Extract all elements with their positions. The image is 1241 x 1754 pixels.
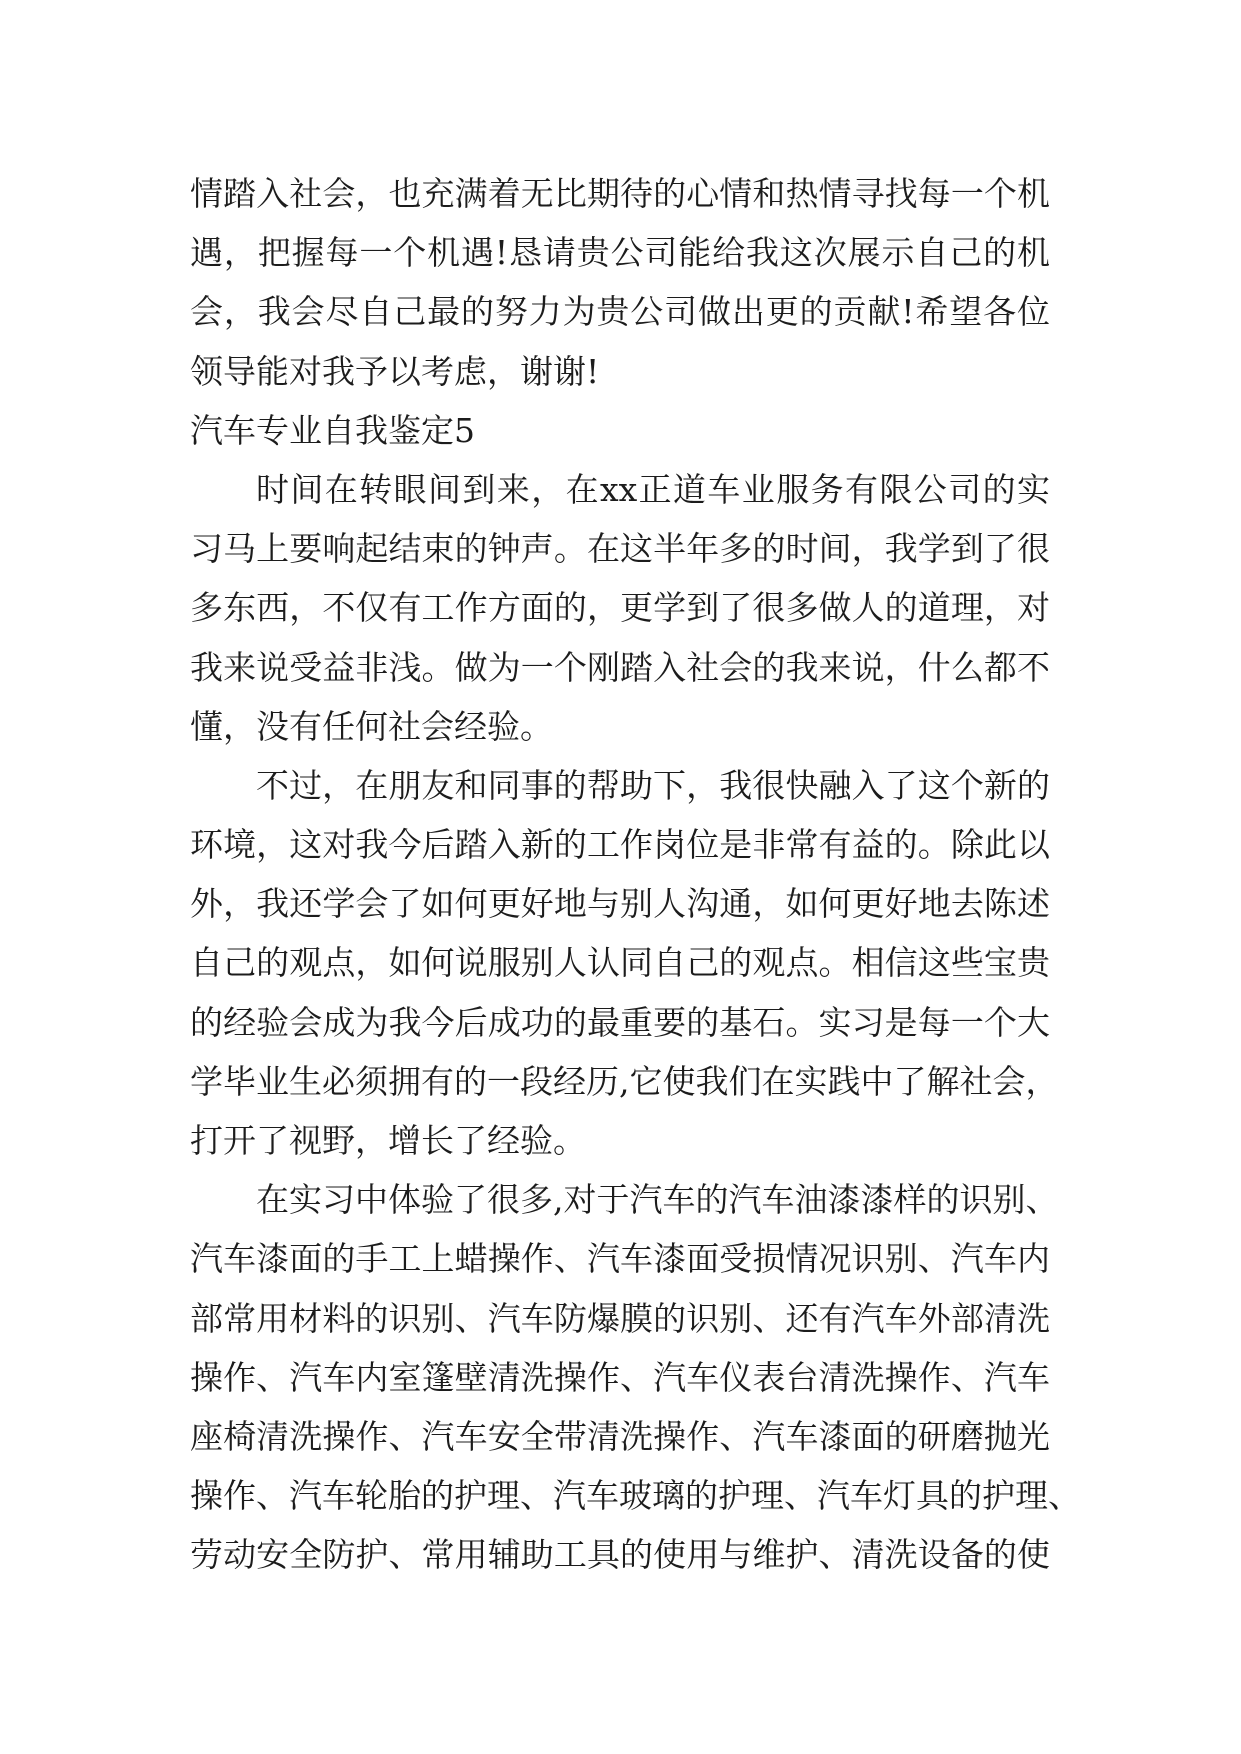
text-line: 遇，把握每一个机遇!恳请贵公司能给我这次展示自己的机 bbox=[190, 233, 1050, 273]
text-line: 领导能对我予以考虑，谢谢! bbox=[190, 351, 600, 391]
paragraph-first-line: 时间在转眼间到来，在xx正道车业服务有限公司的实 bbox=[256, 469, 1050, 509]
text-line: 环境，这对我今后踏入新的工作岗位是非常有益的。除此以 bbox=[190, 825, 1050, 865]
text-line: 劳动安全防护、常用辅助工具的使用与维护、清洗设备的使 bbox=[190, 1535, 1050, 1575]
text-line: 我来说受益非浅。做为一个刚踏入社会的我来说，什么都不 bbox=[190, 647, 1050, 687]
text-line: 学毕业生必须拥有的一段经历,它使我们在实践中了解社会， bbox=[190, 1061, 1059, 1101]
text-line: 打开了视野，增长了经验。 bbox=[190, 1121, 586, 1160]
text-line: 情踏入社会，也充满着无比期待的心情和热情寻找每一个机 bbox=[190, 174, 1050, 213]
text-line: 懂，没有任何社会经验。 bbox=[190, 706, 553, 746]
document-body bbox=[190, 164, 1081, 1585]
text-line: 会，我会尽自己最的努力为贵公司做出更的贡献!希望各位 bbox=[190, 292, 1050, 332]
text-line: 部常用材料的识别、汽车防爆膜的识别、还有汽车外部清洗 bbox=[190, 1298, 1050, 1338]
text-line: 习马上要响起结束的钟声。在这半年多的时间，我学到了很 bbox=[190, 529, 1050, 569]
text-line: 操作、汽车内室篷壁清洗操作、汽车仪表台清洗操作、汽车 bbox=[190, 1357, 1050, 1397]
text-line: 多东西，不仅有工作方面的，更学到了很多做人的道理，对 bbox=[190, 588, 1050, 628]
text-line: 汽车漆面的手工上蜡操作、汽车漆面受损情况识别、汽车内 bbox=[190, 1239, 1050, 1279]
text-line: 座椅清洗操作、汽车安全带清洗操作、汽车漆面的研磨抛光 bbox=[190, 1416, 1050, 1456]
text-line: 自己的观点，如何说服别人认同自己的观点。相信这些宝贵 bbox=[190, 943, 1050, 983]
section-heading: 汽车专业自我鉴定5 bbox=[190, 410, 475, 450]
text-line: 操作、汽车轮胎的护理、汽车玻璃的护理、汽车灯具的护理、 bbox=[190, 1476, 1081, 1516]
text-line: 外，我还学会了如何更好地与别人沟通，如何更好地去陈述 bbox=[190, 884, 1050, 924]
paragraph-first-line: 不过，在朋友和同事的帮助下，我很快融入了这个新的 bbox=[256, 765, 1050, 805]
paragraph-first-line: 在实习中体验了很多,对于汽车的汽车油漆漆样的识别、 bbox=[256, 1180, 1059, 1220]
text-line: 的经验会成为我今后成功的最重要的基石。实习是每一个大 bbox=[190, 1002, 1050, 1042]
